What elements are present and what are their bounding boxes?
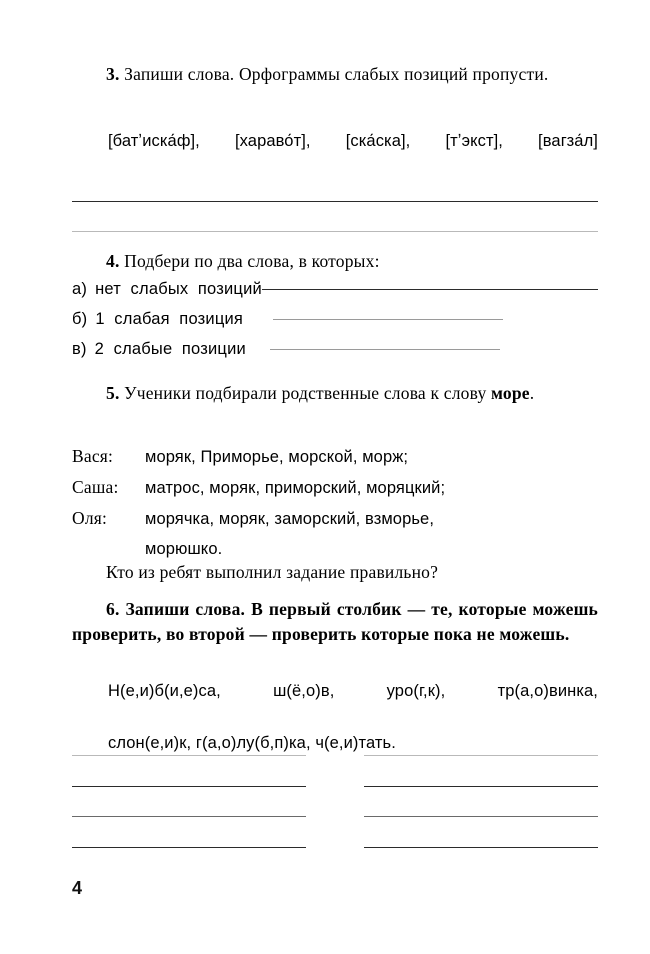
writing-rule[interactable] — [364, 847, 598, 848]
page-number: 4 — [72, 878, 83, 898]
exercise-5-prompt-part1: Ученики подбирали родственные слова к слову — [124, 383, 491, 403]
student-word-list-continuation: морюшко. — [145, 540, 223, 558]
exercise-3-answer-line-1[interactable] — [72, 201, 598, 202]
exercise-4-prompt — [72, 249, 598, 274]
exercise-4-item-b — [72, 304, 598, 334]
writing-rule[interactable] — [364, 786, 598, 787]
writing-rule[interactable] — [72, 201, 598, 202]
exercise-4-answer-field-c[interactable] — [270, 349, 500, 350]
student-word-list-wrapper — [145, 504, 598, 564]
exercise-3-prompt — [72, 62, 598, 87]
exercise-6 — [72, 597, 598, 647]
exercise-4-item-a-label: а) — [72, 280, 88, 298]
exercise-5-question-block — [72, 560, 598, 585]
exercise-3-number: 3. — [106, 64, 120, 84]
student-row-olya — [72, 503, 598, 564]
exercise-6-words-line-2: слон(е,и)к, г(а,о)лу(б,п)ка, ч(е,и)тать. — [108, 734, 396, 752]
exercise-3-prompt-text: Запиши слова. Орфограммы слабых позиций пропусти. — [124, 64, 549, 84]
student-name: Вася: — [72, 446, 114, 466]
exercise-4-answer-field-a[interactable] — [262, 289, 598, 290]
exercise-4-item-c — [72, 334, 598, 364]
exercise-4-item-b-label: б) — [72, 310, 88, 328]
student-name: Саша: — [72, 477, 119, 497]
student-row-sasha — [72, 472, 598, 503]
answer-column-2 — [364, 755, 598, 848]
exercise-5-answers — [72, 441, 598, 564]
exercise-4-prompt-text: Подбери по два слова, в которых: — [124, 251, 380, 271]
exercise-5 — [72, 381, 598, 406]
exercise-5-prompt — [72, 381, 598, 406]
exercise-3-transcriptions: [батʼиска́ф], [хараво́т], [ска́ска], [тʼэкст], [вагза́л] — [108, 132, 598, 150]
exercise-4-item-a — [72, 274, 598, 304]
exercise-5-keyword: море — [490, 383, 530, 403]
exercise-3-answer-line-2[interactable] — [72, 231, 598, 232]
exercise-5-student-rows — [72, 441, 598, 564]
exercise-4-item-b-text: 1 слабая позиция — [95, 310, 244, 328]
student-row-vasya — [72, 441, 598, 472]
writing-rule[interactable] — [72, 847, 306, 848]
student-name: Оля: — [72, 508, 108, 528]
exercise-6-words-line-1: Н(е,и)б(и,е)са, ш(ё,о)в, уро(г,к), тр(а,о)винка, — [108, 682, 598, 700]
exercise-4 — [72, 249, 598, 364]
exercise-3-transcriptions-block — [72, 128, 598, 180]
exercise-3 — [72, 62, 598, 87]
exercise-6-prompt — [72, 597, 598, 647]
exercise-5-prompt-part2: . — [529, 383, 535, 403]
exercise-4-item-a-text: нет слабых позиций — [95, 280, 262, 298]
exercise-4-items — [72, 274, 598, 364]
exercise-6-words — [72, 678, 598, 756]
exercise-6-answer-columns — [72, 755, 598, 848]
exercise-4-item-c-label: в) — [72, 340, 87, 358]
exercise-6-prompt-text: Запиши слова. В первый столбик — те, которые можешь проверить, во второй — проверить которые пока не можешь. — [72, 599, 598, 644]
exercise-4-number: 4. — [106, 251, 120, 271]
exercise-4-answer-field-b[interactable] — [273, 319, 503, 320]
writing-rule[interactable] — [72, 786, 306, 787]
exercise-4-item-c-text: 2 слабые позиции — [94, 340, 246, 358]
student-word-list: моряк, Приморье, морской, морж; — [145, 448, 409, 466]
writing-rule[interactable] — [72, 231, 598, 232]
writing-rule[interactable] — [72, 755, 306, 756]
student-word-list: морячка, моряк, заморский, взморье, — [145, 510, 435, 528]
writing-rule[interactable] — [364, 755, 598, 756]
exercise-5-number: 5. — [106, 383, 120, 403]
writing-rule[interactable] — [72, 816, 306, 817]
writing-rule[interactable] — [364, 816, 598, 817]
answer-column-1 — [72, 755, 306, 848]
exercise-6-number: 6. — [106, 599, 120, 619]
exercise-5-question: Кто из ребят выполнил задание правильно? — [106, 562, 439, 582]
student-word-list: матрос, моряк, приморский, моряцкий; — [145, 479, 446, 497]
